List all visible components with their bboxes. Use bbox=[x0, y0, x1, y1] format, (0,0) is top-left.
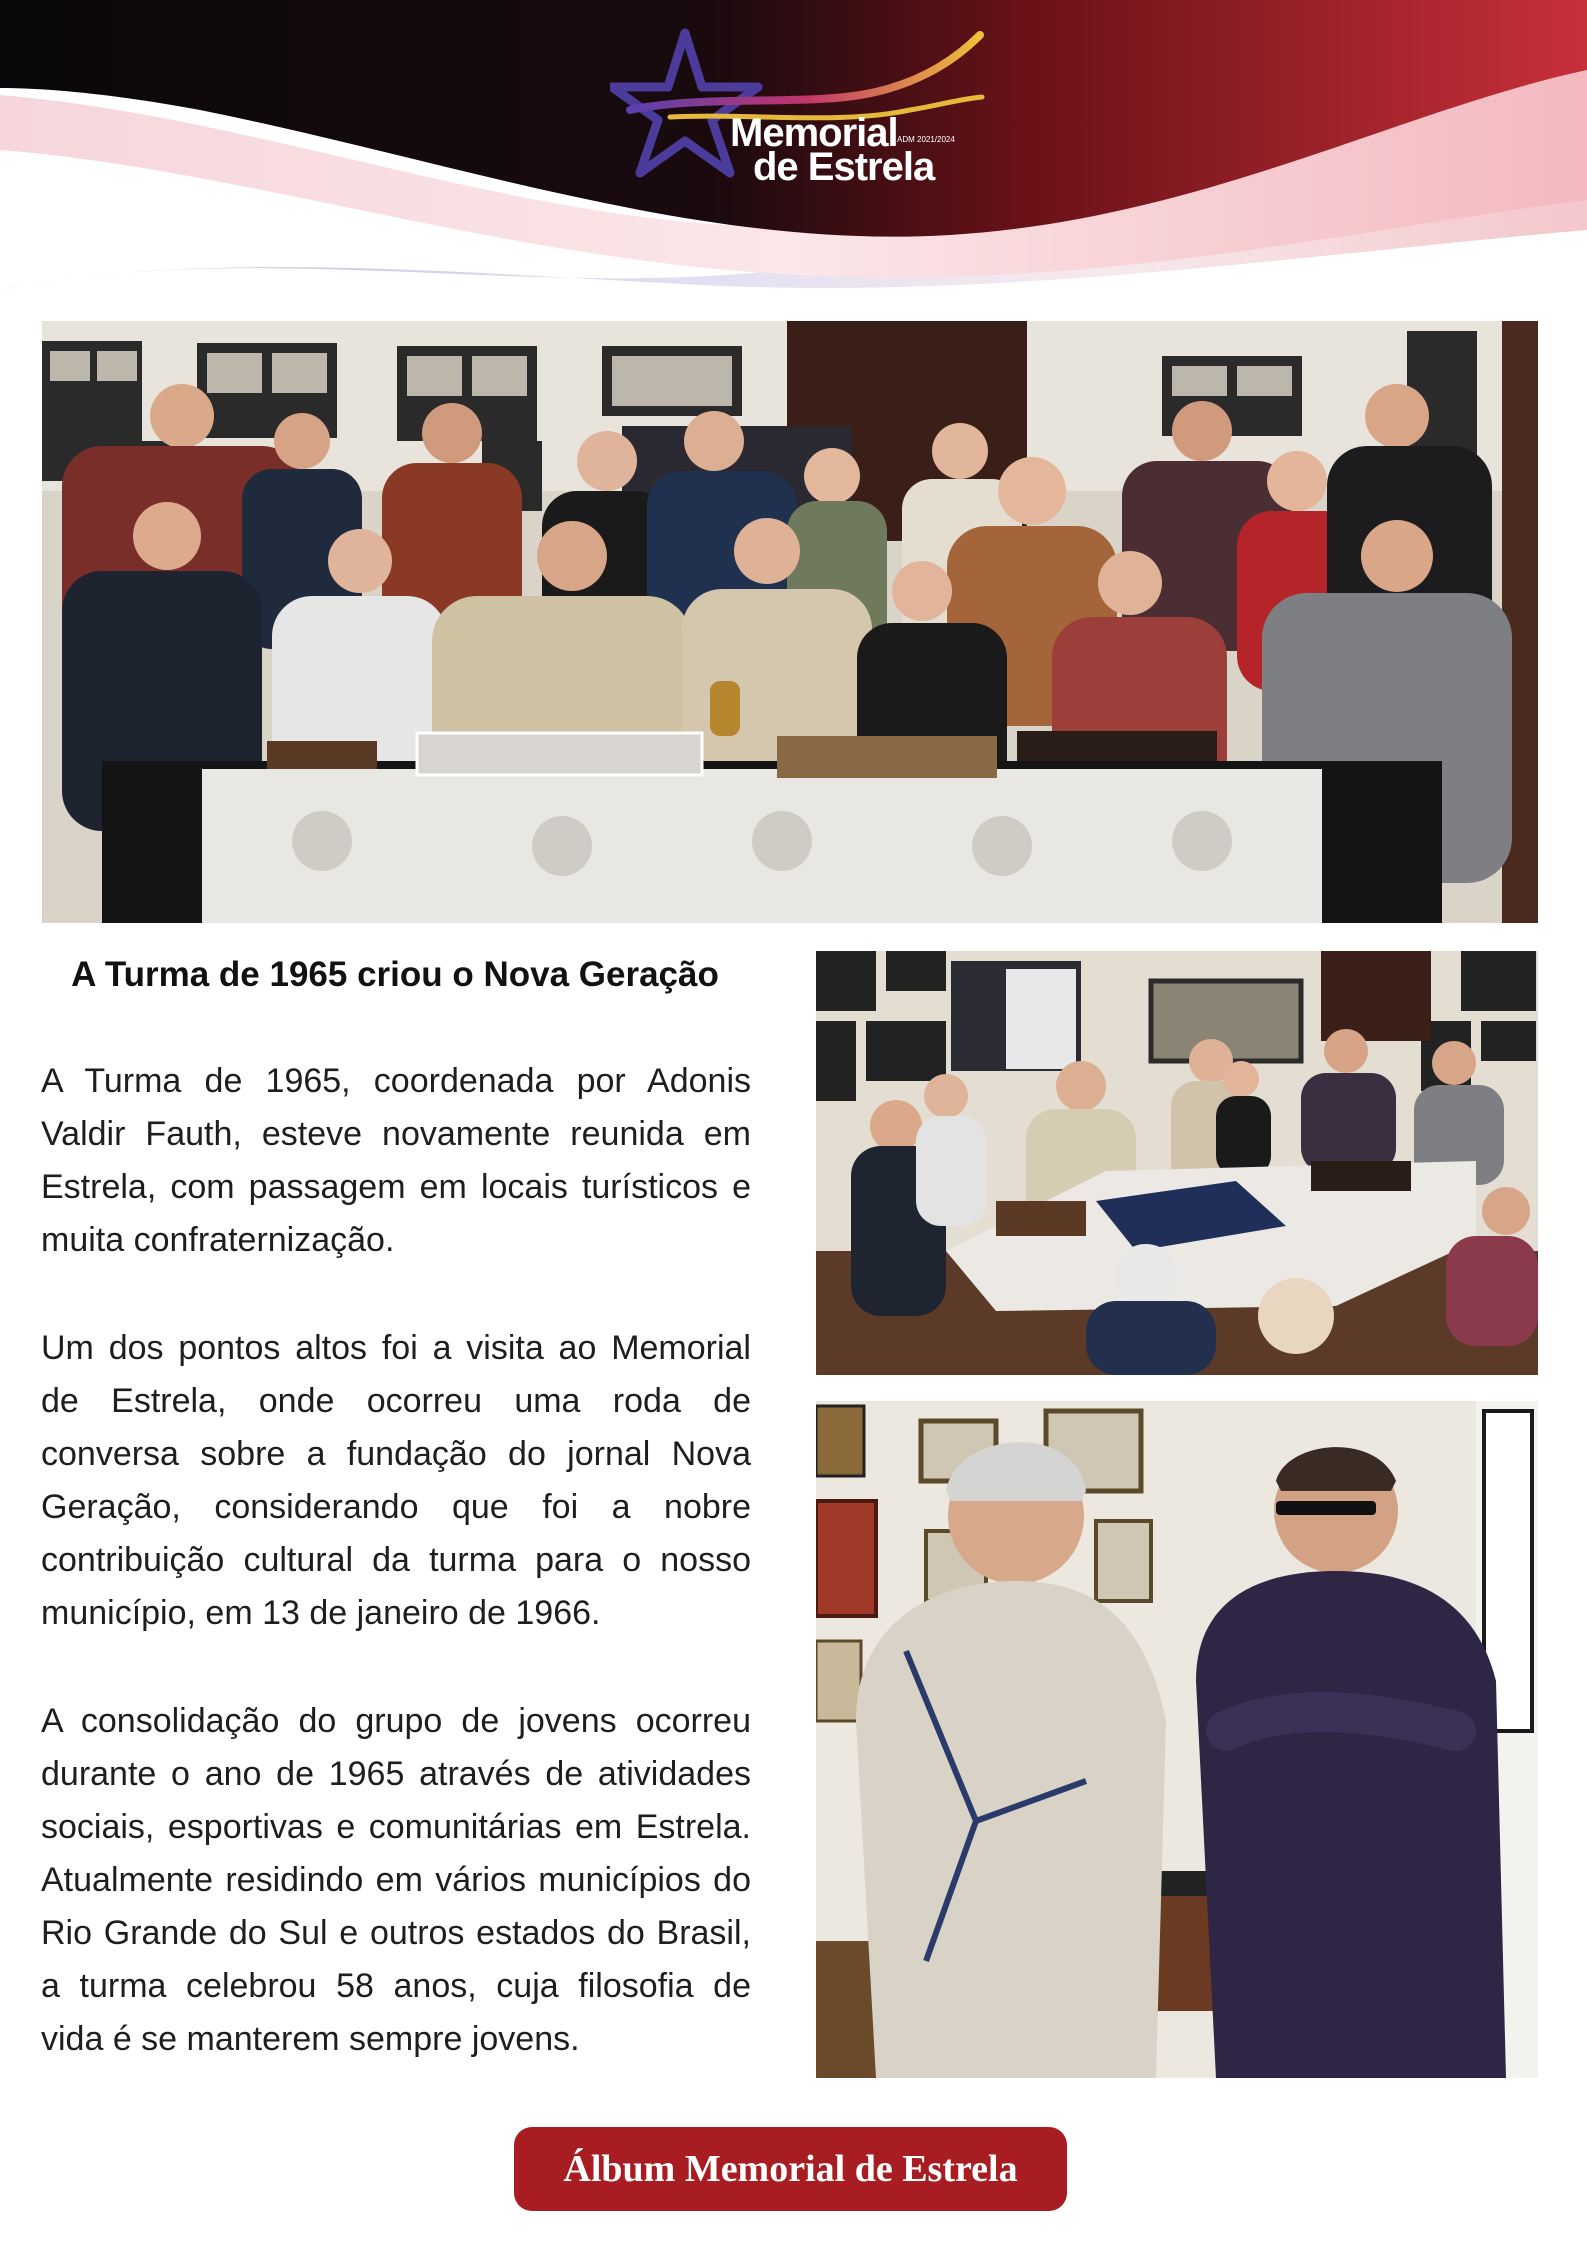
album-memorial-button[interactable]: Álbum Memorial de Estrela bbox=[514, 2127, 1067, 2211]
article-paragraph-2: Um dos pontos altos foi a visita ao Memorial de Estrela, onde ocorreu uma roda de conversa sobre a fundação do jornal Nova Geração, considerando que foi a nobre contribuição cultural da turma para o nosso município, em 13 de janeiro de 1966. bbox=[41, 1329, 751, 1632]
header-banner bbox=[0, 0, 1587, 300]
group-photo bbox=[42, 321, 1538, 923]
logo-title-line1: Memorial bbox=[730, 111, 898, 155]
two-men-conversation-photo bbox=[816, 1401, 1538, 2078]
logo-title-line2: de Estrela bbox=[753, 145, 935, 189]
logo-tagline: ADM 2021/2024 bbox=[897, 135, 955, 144]
meeting-table-photo bbox=[816, 951, 1538, 1375]
article-headline: A Turma de 1965 criou o Nova Geração bbox=[71, 955, 719, 994]
article-paragraph-3: A consolidação do grupo de jovens ocorreu durante o ano de 1965 através de atividades sociais, esportivas e comunitárias em Estrela. Atualmente residindo em vários municípios do Rio Grande do Sul e outros estados do Brasil, a turma celebrou 58 anos, cuja filosofia de vida é se manterem sempre jovens. bbox=[41, 1702, 751, 2058]
memorial-logo bbox=[610, 25, 1010, 205]
article-paragraph-1: A Turma de 1965, coordenada por Adonis Valdir Fauth, esteve novamente reunida em Estrela, com passagem em locais turísticos e muita confraternização. bbox=[41, 1062, 751, 1259]
